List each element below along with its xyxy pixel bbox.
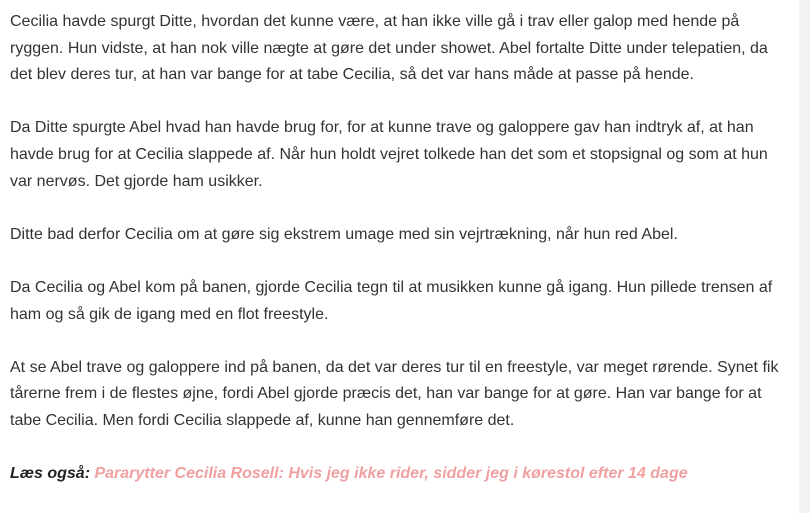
article-paragraph: Da Ditte spurgte Abel hvad han havde brug for, for at kunne trave og galoppere gav han indtryk af, at han havde brug for at Cecilia slappede af. Når hun holdt vejret tolkede han det som et stopsignal og som at hun var nervøs. Det gjorde ham usikker.	[10, 119, 768, 190]
read-also-line	[10, 461, 785, 488]
article-body	[10, 9, 785, 513]
article-paragraph: Da Cecilia og Abel kom på banen, gjorde Cecilia tegn til at musikken kunne gå igang. Hun pillede trensen af ham og så gik de igang med en flot freestyle.	[10, 278, 773, 323]
article-paragraph: Cecilia havde spurgt Ditte, hvordan det kunne være, at han ikke ville gå i trav eller galop med hende på ryggen. Hun vidste, at han nok ville nægte at gøre det under showet. Abel fortalte Ditte under telepatien, da det blev deres tur, at han var bange for at tabe Cecilia, så det var hans måde at passe på hende.	[10, 13, 768, 84]
read-also-link[interactable]: Pararytter Cecilia Rosell: Hvis jeg ikke rider, sidder jeg i kørestol efter 14 dage	[94, 465, 688, 483]
read-also-label: Læs også:	[10, 465, 91, 483]
article-paragraph: At se Abel trave og galoppere ind på banen, da det var deres tur til en freestyle, var meget rørende. Synet fik tårerne frem i de flestes øjne, fordi Abel gjorde præcis det, han var bange for at gøre. Han var bange for at tabe Cecilia. Men fordi Cecilia slappede af, kunne han gennemføre det.	[10, 358, 779, 429]
page-edge-strip	[799, 0, 810, 513]
article-paragraph: Ditte bad derfor Cecilia om at gøre sig ekstrem umage med sin vejrtrækning, når hun red Abel.	[10, 225, 678, 243]
